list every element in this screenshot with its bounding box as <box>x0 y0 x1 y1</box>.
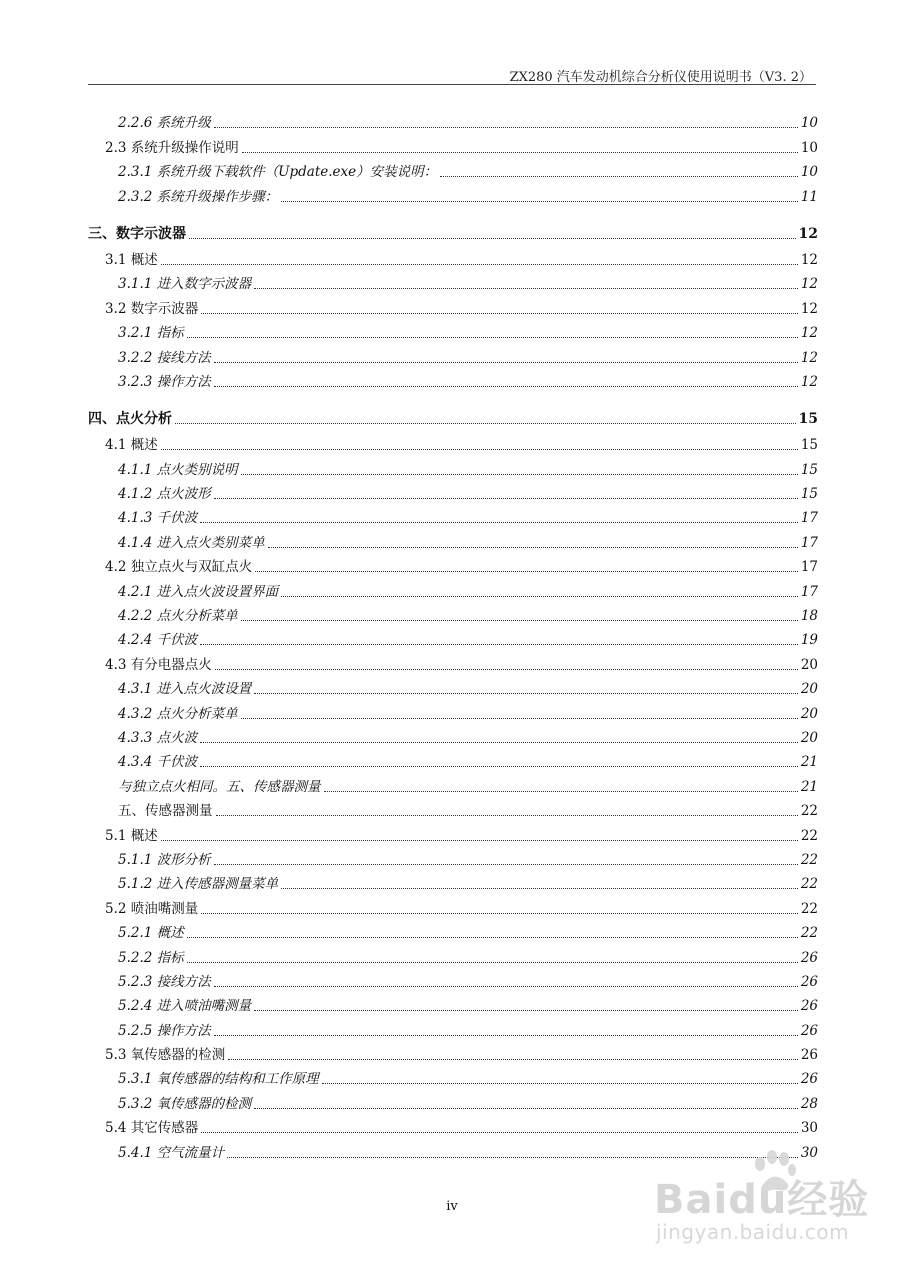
toc-entry[interactable] <box>88 318 818 342</box>
toc-entry-label: 5.2 喷油嘴测量 <box>105 900 199 917</box>
toc-entry-page: 21 <box>800 778 818 795</box>
dot-leader <box>201 1132 798 1133</box>
toc-entry-page: 21 <box>800 754 818 771</box>
dot-leader <box>200 742 798 743</box>
dot-leader <box>187 962 798 963</box>
toc-entry-label: 4.1.1 点火类别说明 <box>118 461 238 478</box>
watermark-url: jingyan.baidu.com <box>656 1220 850 1244</box>
toc-entry[interactable] <box>88 108 818 132</box>
toc-entry-page: 17 <box>800 534 818 551</box>
toc-entry-label: 5.1.1 波形分析 <box>118 851 211 868</box>
toc-entry-label: 5.1 概述 <box>105 827 158 844</box>
toc-entry[interactable] <box>88 342 818 366</box>
toc-entry[interactable] <box>88 454 818 478</box>
dot-leader <box>214 1035 798 1036</box>
dot-leader <box>281 201 798 202</box>
toc-entry-page: 15 <box>800 437 818 454</box>
toc-entry[interactable] <box>88 674 818 698</box>
toc-entry-label: 4.3.4 千伏波 <box>118 754 198 771</box>
toc-entry[interactable] <box>88 991 818 1015</box>
dot-leader <box>161 840 798 841</box>
toc-entry-label: 4.3.3 点火波 <box>118 729 198 746</box>
toc-entry-page: 22 <box>800 876 818 893</box>
toc-entry-page: 19 <box>800 632 818 649</box>
toc-entry-label: 4.3.2 点火分析菜单 <box>118 705 238 722</box>
toc-entry-page: 12 <box>800 373 818 390</box>
toc-entry[interactable] <box>88 576 818 600</box>
toc-entry-label: 4.1.3 千伏波 <box>118 510 198 527</box>
toc-entry-page: 22 <box>800 827 818 844</box>
toc-entry-label: 2.3.1 系统升级下载软件（Update.exe）安装说明： <box>118 164 438 181</box>
toc-entry-page: 15 <box>800 461 818 478</box>
toc-entry[interactable] <box>88 942 818 966</box>
toc-entry-label: 5.1.2 进入传感器测量菜单 <box>118 876 279 893</box>
toc-entry-page: 22 <box>800 900 818 917</box>
toc-entry[interactable] <box>88 747 818 771</box>
dot-leader <box>255 571 798 572</box>
dot-leader <box>241 718 798 719</box>
toc-entry[interactable] <box>88 918 818 942</box>
page-header <box>88 66 816 85</box>
toc-entry-page: 10 <box>800 115 818 132</box>
toc-entry-label: 4.2 独立点火与双缸点火 <box>105 559 253 576</box>
toc-entry-label: 2.3.2 系统升级操作步骤： <box>118 188 279 205</box>
toc-entry-label: 4.3.1 进入点火波设置 <box>118 681 252 698</box>
baidu-watermark <box>654 1150 874 1260</box>
dot-leader <box>175 423 796 424</box>
toc-entry[interactable] <box>88 601 818 625</box>
toc-entry-page: 10 <box>800 139 818 156</box>
toc-entry[interactable] <box>88 796 818 820</box>
toc-entry-page: 12 <box>800 349 818 366</box>
toc-entry[interactable] <box>88 869 818 893</box>
dot-leader <box>214 864 798 865</box>
toc-entry-page: 22 <box>800 851 818 868</box>
toc-entry-label: 4.1.2 点火波形 <box>118 486 211 503</box>
toc-entry[interactable] <box>88 1015 818 1039</box>
toc-entry-page: 12 <box>800 251 818 268</box>
toc-entry-label: 5.2.2 指标 <box>118 949 184 966</box>
toc-entry-label: 5.4 其它传感器 <box>105 1120 199 1137</box>
dot-leader <box>200 644 798 645</box>
toc-entry-page: 30 <box>800 1144 818 1161</box>
toc-entry-label: 5.3 氧传感器的检测 <box>105 1047 226 1064</box>
toc-entry-label: 三、数字示波器 <box>88 225 186 242</box>
toc-entry-page: 20 <box>800 656 818 673</box>
dot-leader <box>215 669 798 670</box>
dot-leader <box>281 596 798 597</box>
toc-entry-label: 5.2.3 接线方法 <box>118 973 211 990</box>
dot-leader <box>254 1108 798 1109</box>
toc-entry[interactable] <box>88 430 818 454</box>
toc-entry-page: 26 <box>800 998 818 1015</box>
toc-entry[interactable] <box>88 503 818 527</box>
toc-entry-page: 18 <box>800 608 818 625</box>
dot-leader <box>324 791 798 792</box>
dot-leader <box>268 547 798 548</box>
dot-leader <box>228 1059 798 1060</box>
toc-entry[interactable] <box>88 213 818 243</box>
toc-entry-label: 4.2.1 进入点火波设置界面 <box>118 583 279 600</box>
toc-entry[interactable] <box>88 1088 818 1112</box>
toc-entry[interactable] <box>88 245 818 269</box>
toc-entry[interactable] <box>88 479 818 503</box>
toc-entry[interactable] <box>88 293 818 317</box>
toc-entry[interactable] <box>88 181 818 205</box>
toc-entry-label: 3.1.1 进入数字示波器 <box>118 276 252 293</box>
toc-entry-page: 20 <box>800 705 818 722</box>
dot-leader <box>187 337 798 338</box>
toc-entry-label: 5.2.1 概述 <box>118 925 184 942</box>
toc-entry[interactable] <box>88 367 818 391</box>
toc-entry-page: 17 <box>800 583 818 600</box>
toc-entry-label: 4.1.4 进入点火类别菜单 <box>118 534 265 551</box>
toc-entry-page: 17 <box>800 510 818 527</box>
toc-entry-page: 26 <box>800 1022 818 1039</box>
dot-leader <box>214 386 798 387</box>
toc-entry-page: 30 <box>800 1120 818 1137</box>
toc-entry[interactable] <box>88 132 818 156</box>
watermark-logo: Baidu经验 <box>654 1177 870 1223</box>
toc-entry-page: 12 <box>800 276 818 293</box>
dot-leader <box>214 986 798 987</box>
dot-leader <box>189 238 796 239</box>
dot-leader <box>254 288 798 289</box>
toc-entry-label: 4.1 概述 <box>105 437 158 454</box>
toc-entry-page: 28 <box>800 1095 818 1112</box>
dot-leader <box>201 913 798 914</box>
toc-entry-label: 五、传感器测量 <box>118 803 213 820</box>
toc-entry-label: 5.3.2 氧传感器的检测 <box>118 1095 252 1112</box>
toc-entry-page: 26 <box>800 1047 818 1064</box>
toc-entry[interactable] <box>88 723 818 747</box>
toc-entry[interactable] <box>88 698 818 722</box>
toc-entry[interactable] <box>88 269 818 293</box>
dot-leader <box>254 1010 798 1011</box>
toc-entry-page: 10 <box>800 164 818 181</box>
toc-entry-label: 4.2.4 千伏波 <box>118 632 198 649</box>
toc-entry-label: 3.1 概述 <box>105 251 158 268</box>
page-number: iv <box>446 1199 458 1214</box>
dot-leader <box>254 693 798 694</box>
dot-leader <box>201 313 798 314</box>
toc-entry-label: 与独立点火相同。五、传感器测量 <box>118 778 321 795</box>
toc-entry-page: 26 <box>800 973 818 990</box>
toc-entry-page: 17 <box>800 559 818 576</box>
toc-entry-page: 12 <box>800 325 818 342</box>
dot-leader <box>214 498 798 499</box>
toc-entry-label: 2.2.6 系统升级 <box>118 115 211 132</box>
dot-leader <box>241 620 798 621</box>
toc-entry-label: 5.3.1 氧传感器的结构和工作原理 <box>118 1071 319 1088</box>
header-title: ZX280 汽车发动机综合分析仪使用说明书（V3. 2） <box>509 70 812 85</box>
toc-entry-page: 20 <box>800 729 818 746</box>
toc-entry-page: 26 <box>800 1071 818 1088</box>
toc-entry[interactable] <box>88 1113 818 1137</box>
toc-entry[interactable] <box>88 649 818 673</box>
toc-entry-label: 3.2.1 指标 <box>118 325 184 342</box>
dot-leader <box>242 152 798 153</box>
toc-entry-label: 5.2.5 操作方法 <box>118 1022 211 1039</box>
toc-entry-page: 15 <box>798 410 818 427</box>
toc-entry[interactable] <box>88 771 818 795</box>
toc-entry-label: 3.2.2 接线方法 <box>118 349 211 366</box>
dot-leader <box>187 937 798 938</box>
toc-entry-page: 15 <box>800 486 818 503</box>
dot-leader <box>440 176 798 177</box>
toc-entry-label: 四、点火分析 <box>88 410 172 427</box>
dot-leader <box>161 449 798 450</box>
table-of-contents <box>88 108 818 1162</box>
toc-entry-label: 5.2.4 进入喷油嘴测量 <box>118 998 252 1015</box>
toc-entry[interactable] <box>88 967 818 991</box>
toc-entry-page: 11 <box>800 188 818 205</box>
toc-entry[interactable] <box>88 398 818 428</box>
dot-leader <box>161 264 798 265</box>
toc-entry-label: 3.2.3 操作方法 <box>118 373 211 390</box>
dot-leader <box>200 522 798 523</box>
toc-entry-page: 22 <box>800 803 818 820</box>
dot-leader <box>214 127 798 128</box>
dot-leader <box>241 474 798 475</box>
toc-entry-page: 12 <box>798 225 818 242</box>
dot-leader <box>322 1083 798 1084</box>
toc-entry[interactable] <box>88 527 818 551</box>
dot-leader <box>214 362 798 363</box>
toc-entry[interactable] <box>88 552 818 576</box>
toc-entry[interactable] <box>88 1064 818 1088</box>
toc-entry-label: 4.2.2 点火分析菜单 <box>118 608 238 625</box>
toc-entry[interactable] <box>88 820 818 844</box>
toc-entry[interactable] <box>88 845 818 869</box>
toc-entry[interactable] <box>88 893 818 917</box>
toc-entry[interactable] <box>88 157 818 181</box>
toc-entry-page: 12 <box>800 300 818 317</box>
toc-entry-label: 4.3 有分电器点火 <box>105 656 212 673</box>
toc-entry-label: 3.2 数字示波器 <box>105 300 199 317</box>
toc-entry-label: 5.4.1 空气流量计 <box>118 1144 225 1161</box>
dot-leader <box>216 815 798 816</box>
toc-entry-page: 20 <box>800 681 818 698</box>
toc-entry-page: 26 <box>800 949 818 966</box>
toc-entry[interactable] <box>88 625 818 649</box>
toc-entry[interactable] <box>88 1040 818 1064</box>
dot-leader <box>281 888 798 889</box>
toc-entry-page: 22 <box>800 925 818 942</box>
dot-leader <box>200 766 798 767</box>
toc-entry-label: 2.3 系统升级操作说明 <box>105 139 239 156</box>
